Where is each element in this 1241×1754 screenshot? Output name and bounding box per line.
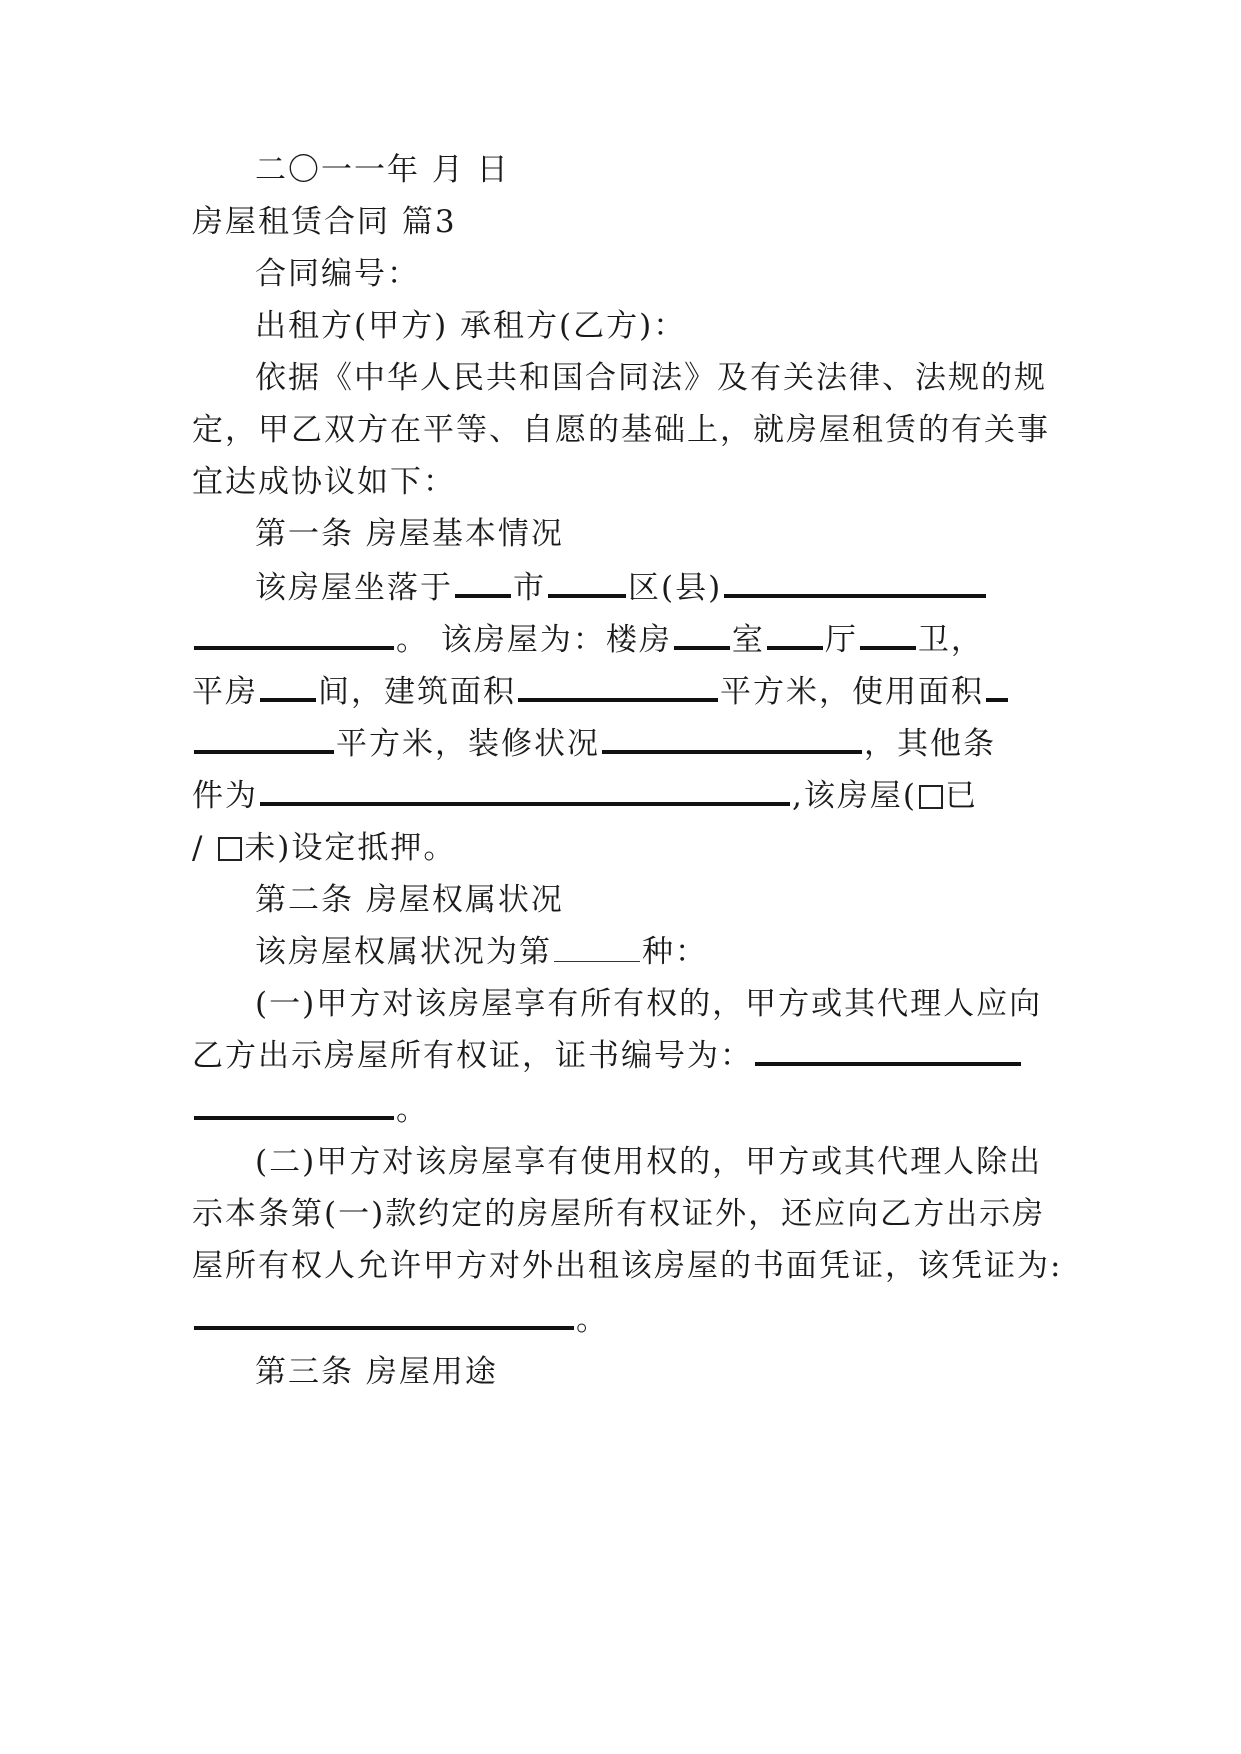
article-2-title — [255, 880, 1052, 920]
intro-line-1 — [255, 358, 1052, 398]
ownership-type-blank[interactable] — [554, 935, 640, 962]
intro-line-3 — [192, 462, 1052, 502]
district-blank[interactable] — [548, 568, 626, 598]
decoration-blank[interactable] — [602, 724, 862, 754]
intro-text-1: 依据《中华人民共和国合同法》及有关法律、法规的规 — [255, 360, 1047, 396]
usable-area-blank-cont[interactable] — [194, 724, 334, 754]
article-2-para-2-line-4 — [192, 1300, 1052, 1340]
certificate-number-blank[interactable] — [755, 1036, 1021, 1066]
article-3-title — [255, 1352, 1052, 1392]
baths-label: 卫， — [917, 622, 984, 658]
article-3-heading: 第三条 房屋用途 — [255, 1354, 498, 1390]
intro-text-3: 宜达成协议如下： — [192, 464, 456, 500]
usable-area-blank[interactable] — [986, 672, 1008, 702]
article-2-para-2-line-1 — [255, 1142, 1052, 1182]
ownership-para-text-1: (一)甲方对该房屋享有所有权的，甲方或其代理人应向 — [255, 986, 1043, 1022]
decoration-label: 平方米，装修状况 — [336, 726, 600, 762]
contract-number-label: 合同编号： — [255, 256, 420, 292]
ownership-type-suffix: 种： — [642, 934, 708, 970]
address-blank-cont[interactable] — [194, 620, 394, 650]
voucher-blank[interactable] — [194, 1300, 574, 1330]
article-1-heading: 第一条 房屋基本情况 — [255, 516, 564, 552]
certificate-number-blank-cont[interactable] — [194, 1090, 394, 1120]
article-1-line-4 — [192, 724, 1052, 764]
mortgage-separator: / — [192, 830, 217, 866]
intro-text-2: 定，甲乙双方在平等、自愿的基础上，就房屋租赁的有关事 — [192, 412, 1050, 448]
article-1-title — [255, 514, 1052, 554]
usage-right-text-1: (二)甲方对该房屋享有使用权的，甲方或其代理人除出 — [255, 1144, 1043, 1180]
article-1-line-6 — [192, 828, 1052, 868]
rooms-blank[interactable] — [674, 620, 730, 650]
intro-line-2 — [192, 410, 1052, 450]
conditions-label: 件为 — [192, 778, 258, 814]
halls-label: 厅 — [824, 622, 858, 658]
contract-number-line — [255, 254, 1052, 294]
ownership-type-label: 该房屋权属状况为第 — [255, 934, 552, 970]
location-label: 该房屋坐落于 — [255, 570, 453, 606]
baths-blank[interactable] — [860, 620, 916, 650]
article-2-line-1 — [255, 932, 1052, 972]
other-conditions-label: ，其他条 — [864, 726, 996, 762]
title-text: 房屋租赁合同 篇3 — [192, 204, 457, 240]
building-type-label: 。 该房屋为：楼房 — [396, 622, 672, 658]
district-label: 区(县) — [628, 570, 723, 606]
article-1-line-1 — [255, 568, 1052, 608]
halls-blank[interactable] — [767, 620, 823, 650]
usage-right-text-2: 示本条第(一)款约定的房屋所有权证外，还应向乙方出示房 — [192, 1196, 1046, 1232]
article-2-para-1-line-3 — [192, 1090, 1052, 1130]
article-2-para-2-line-3 — [192, 1246, 1063, 1286]
mortgage-no-checkbox[interactable] — [218, 837, 242, 861]
article-2-para-1-line-2 — [192, 1036, 1052, 1076]
mortgage-yes-checkbox[interactable] — [919, 785, 943, 809]
building-area-label: 间，建筑面积 — [318, 674, 516, 710]
date-text: 二〇一一年 月 日 — [255, 152, 510, 188]
voucher-period: 。 — [576, 1302, 609, 1338]
address-blank[interactable] — [724, 568, 986, 598]
article-2-para-1-line-1 — [255, 984, 1052, 1024]
article-2-heading: 第二条 房屋权属状况 — [255, 882, 564, 918]
usage-right-text-3: 屋所有权人允许甲方对外出租该房屋的书面凭证，该凭证为: — [192, 1248, 1063, 1284]
article-2-para-2-line-2 — [192, 1194, 1052, 1234]
city-blank[interactable] — [455, 568, 511, 598]
mortgage-label: ,该房屋( — [792, 778, 917, 814]
parties-line — [255, 306, 1052, 346]
building-area-blank[interactable] — [518, 672, 718, 702]
bungalow-rooms-blank[interactable] — [260, 672, 316, 702]
article-1-line-5 — [192, 776, 1052, 816]
conditions-blank[interactable] — [260, 776, 790, 806]
certificate-period: 。 — [396, 1092, 429, 1128]
rooms-label: 室 — [731, 622, 765, 658]
mortgage-yes-label: 已 — [944, 778, 978, 814]
bungalow-label: 平房 — [192, 674, 258, 710]
certificate-label: 乙方出示房屋所有权证，证书编号为： — [192, 1038, 753, 1074]
article-1-line-3 — [192, 672, 1052, 712]
date-line — [255, 150, 1052, 190]
usable-area-label: 平方米，使用面积 — [720, 674, 984, 710]
city-label: 市 — [513, 570, 546, 606]
document-title — [192, 202, 1052, 242]
parties-label: 出租方(甲方) 承租方(乙方)： — [255, 308, 687, 344]
article-1-line-2 — [192, 620, 1052, 660]
mortgage-no-label: 未)设定抵押。 — [244, 830, 457, 866]
